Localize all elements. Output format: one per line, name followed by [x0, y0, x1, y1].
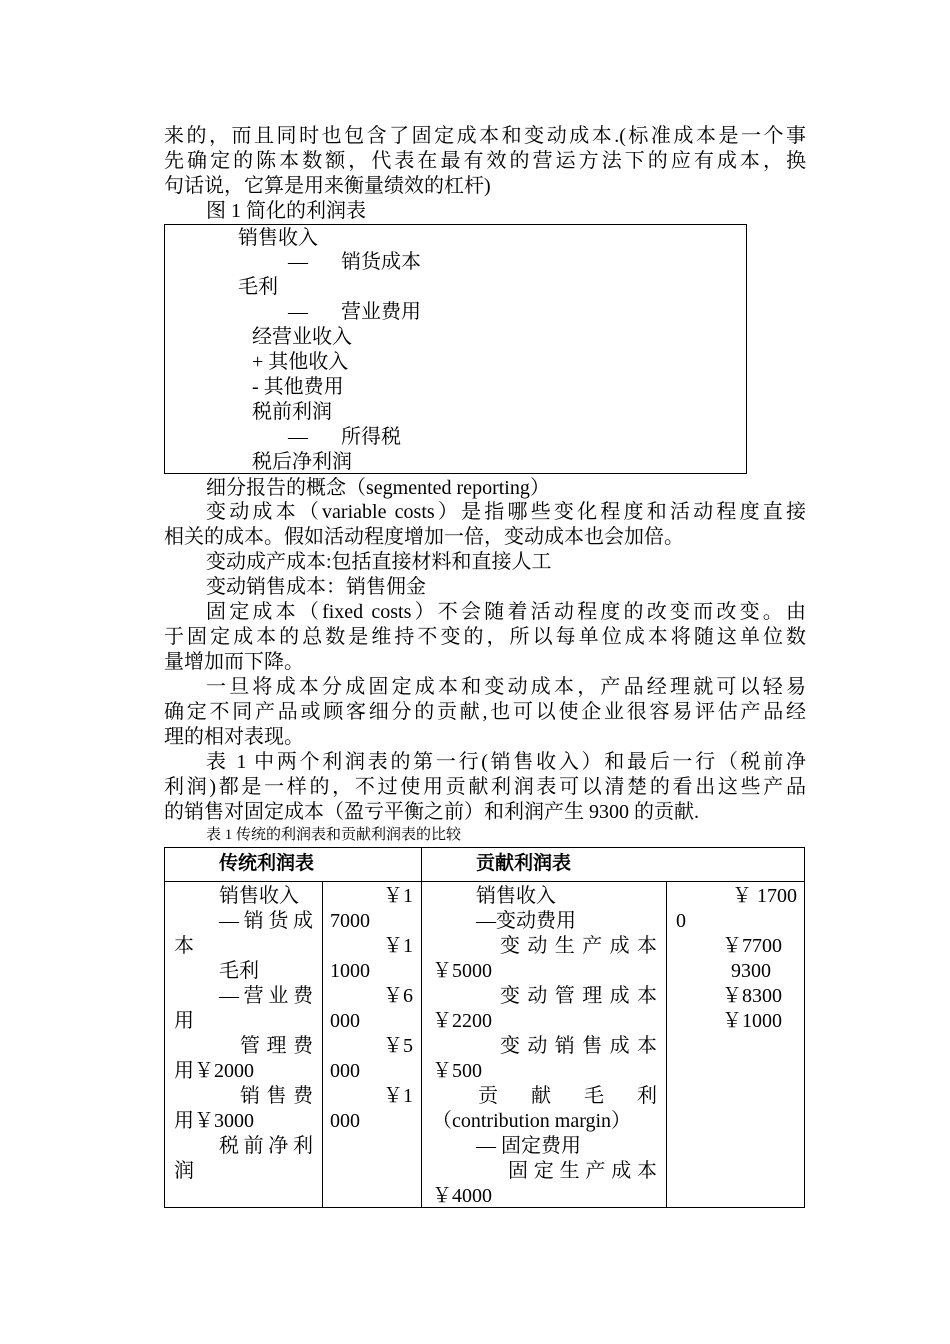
- contrib-label: —变动费用: [476, 910, 576, 932]
- contrib-label: — 固定费用: [476, 1135, 581, 1157]
- intro-line-3: 句话说，它算是用来衡量绩效的杠杆): [164, 175, 491, 197]
- para-variable-costs-line-2: 相关的成本。假如活动程度增加一倍，变动成本也会加倍。: [164, 526, 684, 548]
- para-segmented-reporting: 细分报告的概念（segmented reporting）: [206, 477, 550, 499]
- trad-label: 用￥2000: [174, 1060, 254, 1082]
- contrib-label: ￥500: [432, 1060, 482, 1082]
- para-fixed-costs-line-3: 量增加而下降。: [164, 651, 304, 673]
- contrib-value: 0: [676, 910, 686, 932]
- fig-dash-3: —: [288, 426, 308, 448]
- table-1-caption: 表 1 传统的利润表和贡献利润表的比较: [206, 827, 462, 843]
- fig-row-cogs: 销货成本: [341, 251, 421, 273]
- contrib-label: 贡献毛利: [478, 1085, 657, 1107]
- para-fixed-costs-line-1: 固定成本（fixed costs）不会随着活动程度的改变而改变。由: [206, 601, 806, 623]
- para-contribution-line-2: 确定不同产品或顾客细分的贡献,也可以使企业很容易评估产品经: [164, 701, 806, 723]
- fig-row-net-profit: 税后净利润: [252, 451, 352, 473]
- contrib-value: 9300: [731, 960, 771, 982]
- para-table1-line-3: 的销售对固定成本（盈亏平衡之前）和利润产生 9300 的贡献.: [164, 801, 699, 823]
- fig-dash-2: —: [288, 301, 308, 323]
- intro-line-1: 来的，而且同时也包含了固定成本和变动成本.(标准成本是一个事: [164, 125, 806, 147]
- trad-label: 税前净利: [219, 1135, 313, 1157]
- para-contribution-line-3: 理的相对表现。: [164, 726, 304, 748]
- trad-value: 000: [330, 1010, 360, 1032]
- fig-row-sales: 销售收入: [238, 227, 318, 249]
- trad-value: ￥1: [383, 935, 413, 957]
- table-header-divider: [164, 881, 805, 882]
- trad-value: 7000: [330, 910, 370, 932]
- contrib-label: 固定生产成本: [508, 1160, 657, 1182]
- contrib-label: （contribution margin）: [432, 1110, 632, 1132]
- trad-label: 本: [174, 935, 194, 957]
- contrib-label: 变动管理成本: [500, 985, 657, 1007]
- contrib-label: ￥5000: [432, 960, 492, 982]
- fig-row-other-expenses: - 其他费用: [252, 376, 344, 398]
- trad-label: 销售费: [240, 1085, 313, 1107]
- fig-dash-1: —: [288, 251, 308, 273]
- contrib-label: 变动生产成本: [500, 935, 657, 957]
- contrib-label: 销售收入: [476, 885, 556, 907]
- trad-value: ￥1: [383, 885, 413, 907]
- fig-row-operating-expenses: 营业费用: [341, 301, 421, 323]
- trad-label: —销货成: [219, 910, 313, 932]
- trad-label: 销售收入: [219, 885, 299, 907]
- para-variable-costs-line-1: 变动成本（variable costs）是指哪些变化程度和活动程度直接: [206, 501, 806, 523]
- trad-label: 毛利: [219, 960, 259, 982]
- fig-row-income-tax: 所得税: [341, 426, 401, 448]
- header-contribution: 贡献利润表: [476, 852, 572, 874]
- contrib-value: ￥8300: [722, 985, 782, 1007]
- trad-label: 润: [174, 1160, 194, 1182]
- trad-value: ￥5: [383, 1035, 413, 1057]
- trad-value: ￥1: [383, 1085, 413, 1107]
- contrib-label: ￥4000: [432, 1185, 492, 1207]
- table-trad-col-divider: [322, 881, 323, 1208]
- trad-label: 管理费: [240, 1035, 313, 1057]
- para-table1-line-2: 利润)都是一样的，不过使用贡献利润表可以清楚的看出这些产品: [164, 776, 806, 798]
- contrib-value: ￥1000: [722, 1010, 782, 1032]
- trad-label: —营业费: [219, 985, 313, 1007]
- contrib-value: ￥ 1700: [732, 885, 797, 907]
- table-contrib-col-divider: [666, 881, 667, 1208]
- para-variable-selling-cost: 变动销售成本：销售佣金: [206, 576, 426, 598]
- fig-row-pretax-profit: 税前利润: [252, 401, 332, 423]
- intro-line-2: 先确定的陈本数额，代表在最有效的营运方法下的应有成本，换: [164, 150, 806, 172]
- fig-row-gross-profit: 毛利: [238, 276, 278, 298]
- figure-1-caption: 图 1 简化的利润表: [206, 200, 366, 222]
- fig-row-other-income: + 其他收入: [252, 351, 349, 373]
- trad-value: 000: [330, 1110, 360, 1132]
- para-fixed-costs-line-2: 于固定成本的总数是维持不变的，所以每单位成本将随这单位数: [164, 626, 806, 648]
- contrib-label: ￥2200: [432, 1010, 492, 1032]
- trad-value: ￥6: [383, 985, 413, 1007]
- para-contribution-line-1: 一旦将成本分成固定成本和变动成本，产品经理就可以轻易: [206, 676, 806, 698]
- trad-label: 用￥3000: [174, 1110, 254, 1132]
- table-group-divider: [421, 847, 422, 1208]
- contrib-value: ￥7700: [722, 935, 782, 957]
- trad-value: 1000: [330, 960, 370, 982]
- header-traditional: 传统利润表: [219, 852, 315, 874]
- fig-row-operating-income: 经营业收入: [252, 326, 352, 348]
- trad-label: 用: [174, 1010, 194, 1032]
- figure-1-box: [164, 224, 747, 474]
- contrib-label: 变动销售成本: [500, 1035, 657, 1057]
- para-variable-production-cost: 变动成产成本:包括直接材料和直接人工: [206, 551, 552, 573]
- trad-value: 000: [330, 1060, 360, 1082]
- para-table1-line-1: 表 1 中两个利润表的第一行(销售收入）和最后一行（税前净: [206, 751, 806, 773]
